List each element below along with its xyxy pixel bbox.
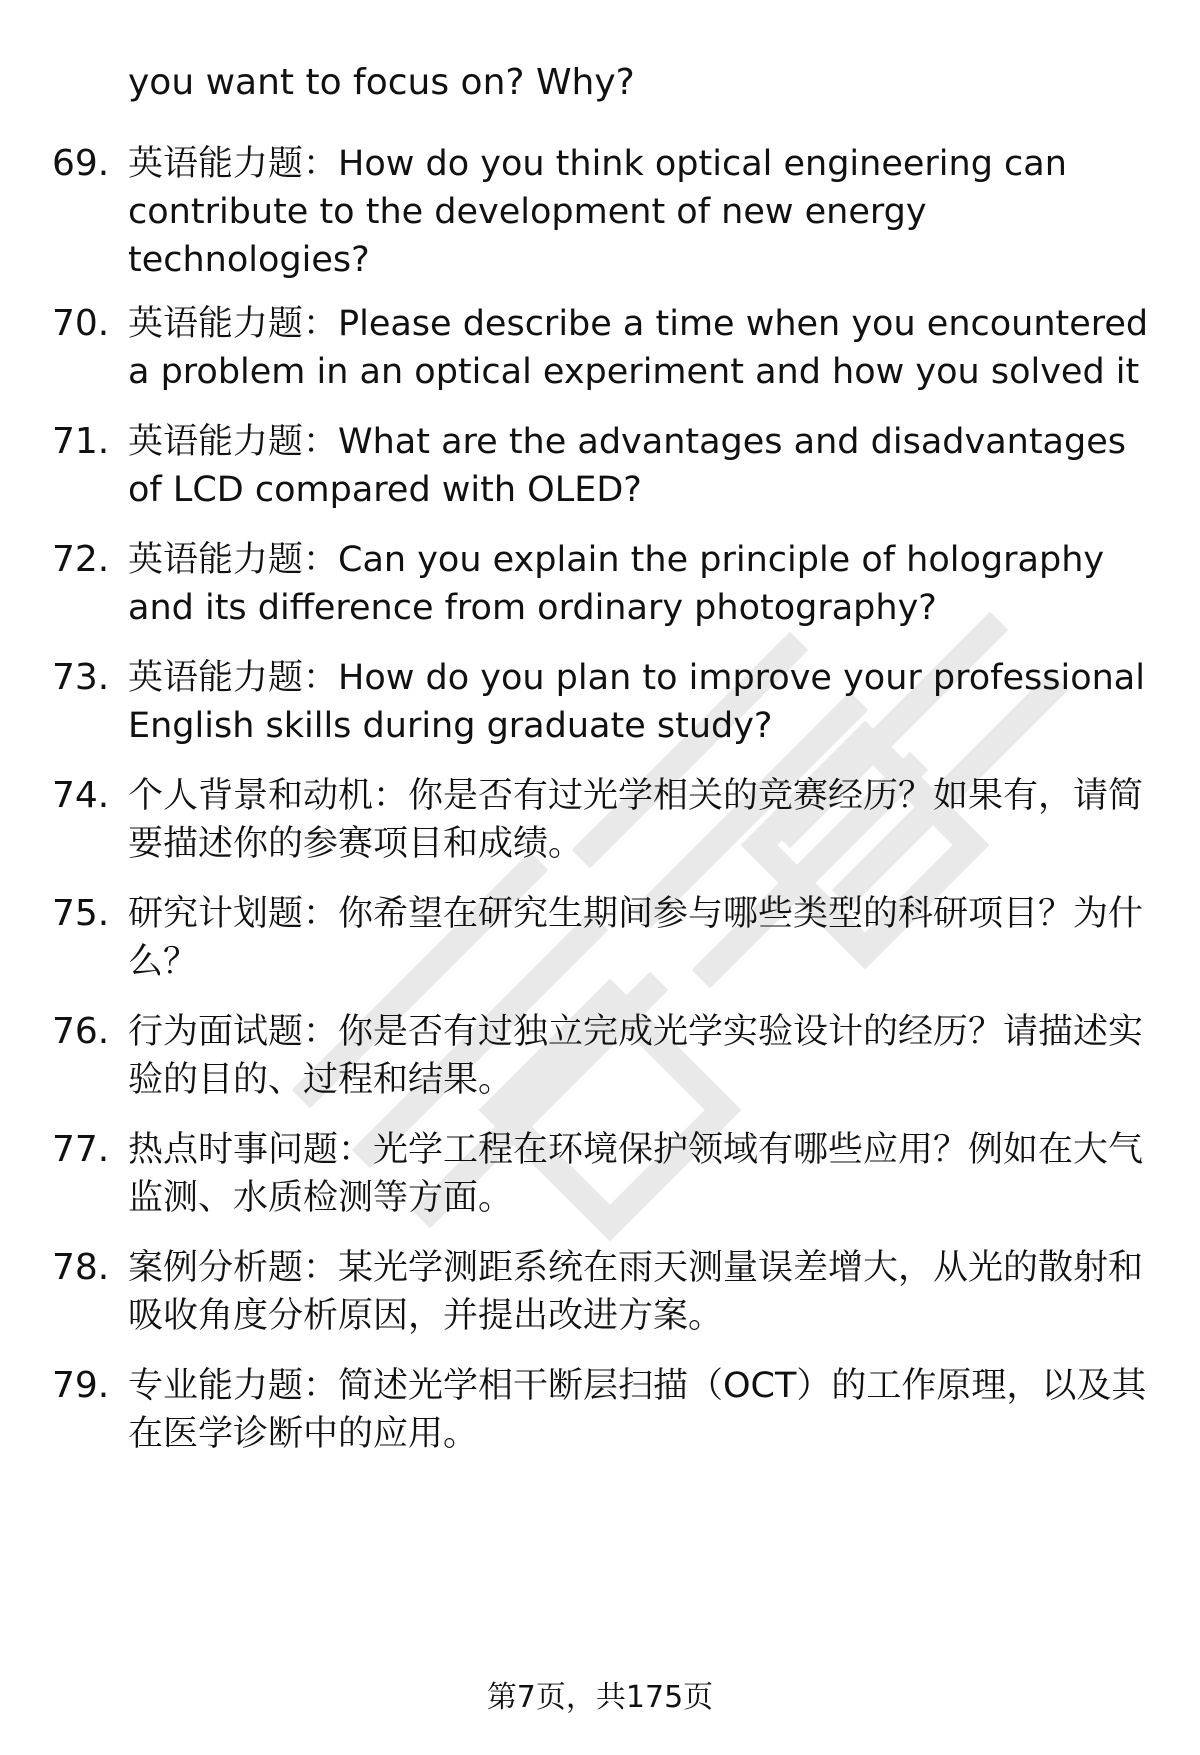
item-text: 热点时事问题：光学工程在环境保护领域有哪些应用？例如在大气监测、水质检测等方面。 xyxy=(128,1130,1144,1218)
item-text: 英语能力题：How do you plan to improve your professional English skills during graduate study? xyxy=(128,658,1145,746)
item-number: 75. xyxy=(52,893,110,934)
item-number: 76. xyxy=(52,1011,110,1052)
item-number: 78. xyxy=(52,1247,110,1288)
item-text: 研究计划题：你希望在研究生期间参与哪些类型的科研项目？为什么？ xyxy=(128,894,1144,982)
item-text: 英语能力题：How do you think optical engineering can contribute to the development of new energy technologies? xyxy=(128,144,1067,280)
item-number: 79. xyxy=(52,1365,110,1406)
item-number: 71. xyxy=(52,421,110,462)
item-text: 英语能力题：Please describe a time when you encountered a problem in an optical experiment and how you solved it xyxy=(128,304,1149,392)
item-number: 73. xyxy=(52,657,110,698)
item-text: 英语能力题：What are the advantages and disadvantages of LCD compared with OLED? xyxy=(128,422,1126,510)
continued-question-text: you want to focus on? Why? xyxy=(128,62,635,103)
item-number: 72. xyxy=(52,539,110,580)
page-footer: 第7页，共175页 xyxy=(486,1680,714,1715)
item-number: 77. xyxy=(52,1129,110,1170)
item-text: 案例分析题：某光学测距系统在雨天测量误差增大，从光的散射和吸收角度分析原因，并提出改进方案。 xyxy=(128,1248,1144,1336)
item-number: 70. xyxy=(52,303,110,344)
item-number: 74. xyxy=(52,775,110,816)
item-text: 个人背景和动机：你是否有过光学相关的竞赛经历？如果有，请简要描述你的参赛项目和成绩。 xyxy=(128,776,1144,864)
item-text: 英语能力题：Can you explain the principle of holography and its difference from ordinary photography? xyxy=(128,540,1105,628)
item-text: 专业能力题：简述光学相干断层扫描（OCT）的工作原理，以及其在医学诊断中的应用。 xyxy=(128,1366,1147,1454)
item-number: 69. xyxy=(52,143,110,184)
item-text: 行为面试题：你是否有过独立完成光学实验设计的经历？请描述实验的目的、过程和结果。 xyxy=(128,1012,1144,1100)
